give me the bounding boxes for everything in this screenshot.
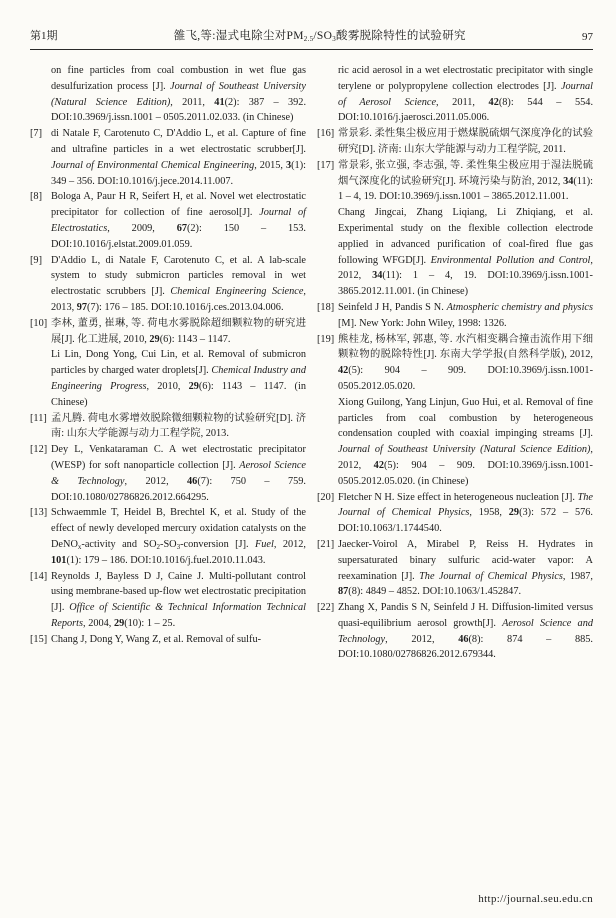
- reference-text: Schwaemmle T, Heidel B, Brechtel K, et al. Study of the effect of newly developed mercury oxidation catalysts on the DeNO$_x$-activity and $SO_2-SO_3$-conversion [J]. Fuel, 2012, 101(1): 179 – 186. DOI:10.1016/j.fuel.2010.11.043.: [51, 507, 306, 566]
- reference-text: Bologa A, Paur H R, Seifert H, et al. Novel wet electrostatic precipitator for collection of fine aerosol[J]. Journal of Electrostatics, 2009, 67(2): 150 – 153. DOI:10.1016/j.elstat.2009.01.059.: [51, 191, 307, 250]
- reference-entry: [317, 537, 593, 600]
- reference-text: ric acid aerosol in a wet electrostatic precipitator with single terylene or polypropylene collection electrodes [J]. Journal of Aerosol Science, 2011, 42(8): 544 – 554. DOI:10.1016/j.jaerosci.2011.05.006.: [338, 65, 594, 124]
- reference-number: [10]: [30, 317, 48, 329]
- reference-text: Dey L, Venkataraman C. A wet electrostatic precipitator (WESP) for soft nanoparticle collection [J]. Aerosol Science & Technology, 2012, 46(7): 750 – 759. DOI:10.1080/02786826.2012.664295.: [51, 444, 306, 503]
- reference-entry: [317, 300, 593, 332]
- reference-entry: [30, 569, 306, 632]
- reference-number: [11]: [30, 412, 47, 424]
- reference-text: di Natale F, Carotenuto C, D'Addio L, et al. Capture of fine and ultrafine particles in a wet electrostatic scrubber[J]. Journal of Environmental Chemical Engineering, 2015, 3(1): 349 – 356. DOI:10.1016/j.jece.2014.11.007.: [51, 128, 306, 187]
- running-title: 雒飞,等:湿式电除尘对$PM_{2.5}/SO_3$酸雾脱除特性的试验研究: [173, 30, 466, 43]
- reference-text: D'Addio L, di Natale F, Carotenuto C, et al. A lab-scale system to study submicron particles removal in wet electrostatic scrubbers [J]. Chemical Engineering Science, 2013, 97(7): 176 – 185. DOI:10.1016/j.ces.2013.04.006.: [51, 254, 306, 313]
- reference-entry: [317, 490, 593, 537]
- reference-number: [9]: [30, 254, 43, 266]
- reference-number: [12]: [30, 444, 48, 456]
- reference-text: Jaecker-Voirol A, Mirabel P, Reiss H. Hydrates in supersaturated binary sulfuric acid-water vapor: A reexamination [J]. The Journal of Chemical Physics, 1987, 87(8): 4849 – 4852. DOI:10.1063/1.452847.: [338, 538, 594, 598]
- reference-text: Chang J, Dong Y, Wang Z, et al. Removal of sulfu-: [51, 633, 262, 645]
- page-footer: [478, 893, 593, 905]
- reference-text: Zhang X, Pandis S N, Seinfeld J H. Diffusion-limited versus quasi-equilibrium aerosol growth[J]. Aerosol Science and Technology, 2012, 46(8): 874 – 885. DOI:10.1080/02786826.2012.679344.: [338, 602, 594, 661]
- reference-continuation: [30, 347, 306, 410]
- reference-number: [8]: [30, 191, 43, 203]
- reference-text: Seinfeld J H, Pandis S N. Atmospheric chemistry and physics [M]. New York: John Wiley, 1998: 1326.: [338, 301, 594, 329]
- reference-entry: [30, 505, 306, 568]
- reference-continuation: [30, 63, 306, 126]
- reference-entry: [30, 316, 306, 348]
- reference-continuation: [317, 205, 593, 300]
- reference-entry: [317, 600, 593, 663]
- references-section: [30, 63, 593, 663]
- reference-text: Reynolds J, Bayless D J, Caine J. Multi-pollutant control using membrane-based up-flow wet electrostatic precipitation [J]. Office of Scientific & Technical Information Technical Reports, 2004, 29(10): 1 – 25.: [51, 570, 306, 629]
- reference-text: Li Lin, Dong Yong, Cui Lin, et al. Removal of submicron particles by charged water droplets[J]. Chemical Industry and Engineering Progress, 2010, 29(6): 1143 – 1147. (in Chinese): [51, 349, 306, 408]
- reference-number: [13]: [30, 507, 48, 519]
- reference-number: [19]: [317, 333, 335, 345]
- reference-number: [17]: [317, 159, 335, 171]
- reference-entry: [30, 126, 306, 189]
- reference-entry: [317, 126, 593, 158]
- reference-text: 常景彩. 柔性集尘极应用于燃煤脱硫烟气深度净化的试验研究[D]. 济南: 山东大学能源与动力工程学院, 2011.: [338, 128, 593, 155]
- reference-entry: [317, 158, 593, 205]
- reference-number: [21]: [317, 538, 335, 550]
- reference-text: 李林, 董勇, 崔琳, 等. 荷电水雾脱除超细颗粒物的研究进展[J]. 化工进展, 2010, 29(6): 1143 – 1147.: [51, 317, 306, 345]
- reference-number: [7]: [30, 128, 43, 140]
- reference-text: 常景彩, 张立强, 李志强, 等. 柔性集尘极应用于湿法脱硫烟气深度化的试验研究[J]. 环境污染与防治, 2012, 34(11): 1 – 4, 19. DOI:10.3969/j.issn.1001 – 3865.2012.11.001.: [338, 159, 593, 203]
- reference-entry: [30, 632, 306, 648]
- page-number: 97: [581, 31, 593, 43]
- reference-entry: [317, 332, 593, 395]
- reference-text: Xiong Guilong, Yang Linjun, Guo Hui, et al. Removal of fine particles from coal combustion by heterogeneous condensation coupled with coaxial impinging streams [J]. Journal of Southeast University (Natural Science Edition), 2012, 42(5): 904 – 909. DOI:10.3969/j.issn.1001-0505.2012.05.020. (in Chinese): [338, 396, 593, 487]
- reference-continuation: [317, 63, 593, 126]
- issue-label: 第1期: [30, 30, 58, 42]
- references-column-right: [317, 63, 593, 663]
- reference-entry: [30, 253, 306, 316]
- reference-entry: [30, 411, 306, 443]
- reference-number: [20]: [317, 491, 335, 503]
- page-header: [30, 27, 593, 50]
- reference-text: Chang Jingcai, Zhang Liqiang, Li Zhiqiang, et al. Experimental study on the flexible collection electrode applied in advanced purification of coal-fired flue gas following WFGD[J]. Environmental Pollution and Control, 2012, 34(11): 1 – 4, 19. DOI:10.3969/j.issn.1001-3865.2012.11.001. (in Chinese): [338, 207, 593, 298]
- reference-number: [14]: [30, 570, 48, 582]
- reference-text: on fine particles from coal combustion in wet flue gas desulfurization process [J]. Journal of Southeast University (Natural Science Edition), 2011, 41(2): 387 – 392. DOI:10.3969/j.issn.1001 – 0505.2011.02.033. (in Chinese): [51, 65, 307, 124]
- references-column-left: [30, 63, 306, 663]
- reference-text: 孟凡腾. 荷电水雾增效脱除微细颗粒物的试验研究[D]. 济南: 山东大学能源与动力工程学院, 2013.: [51, 412, 306, 440]
- reference-continuation: [317, 395, 593, 490]
- reference-entry: [30, 442, 306, 505]
- reference-number: [16]: [317, 128, 335, 140]
- reference-text: 熊桂龙, 杨林军, 郭惠, 等. 水汽相变耦合撞击流作用下细颗粒物的脱除特性[J]. 东南大学学报(自然科学版), 2012, 42(5): 904 – 909. DOI:10.3969/j.issn.1001-0505.2012.05.020.: [338, 333, 593, 392]
- journal-url: http://journal.seu.edu.cn: [478, 893, 593, 905]
- reference-text: Fletcher N H. Size effect in heterogeneous nucleation [J]. The Journal of Chemical Physics, 1958, 29(3): 572 – 576. DOI:10.1063/1.1744540.: [338, 491, 594, 535]
- reference-entry: [30, 189, 306, 252]
- reference-number: [18]: [317, 301, 335, 313]
- reference-number: [22]: [317, 602, 335, 614]
- reference-number: [15]: [30, 633, 48, 645]
